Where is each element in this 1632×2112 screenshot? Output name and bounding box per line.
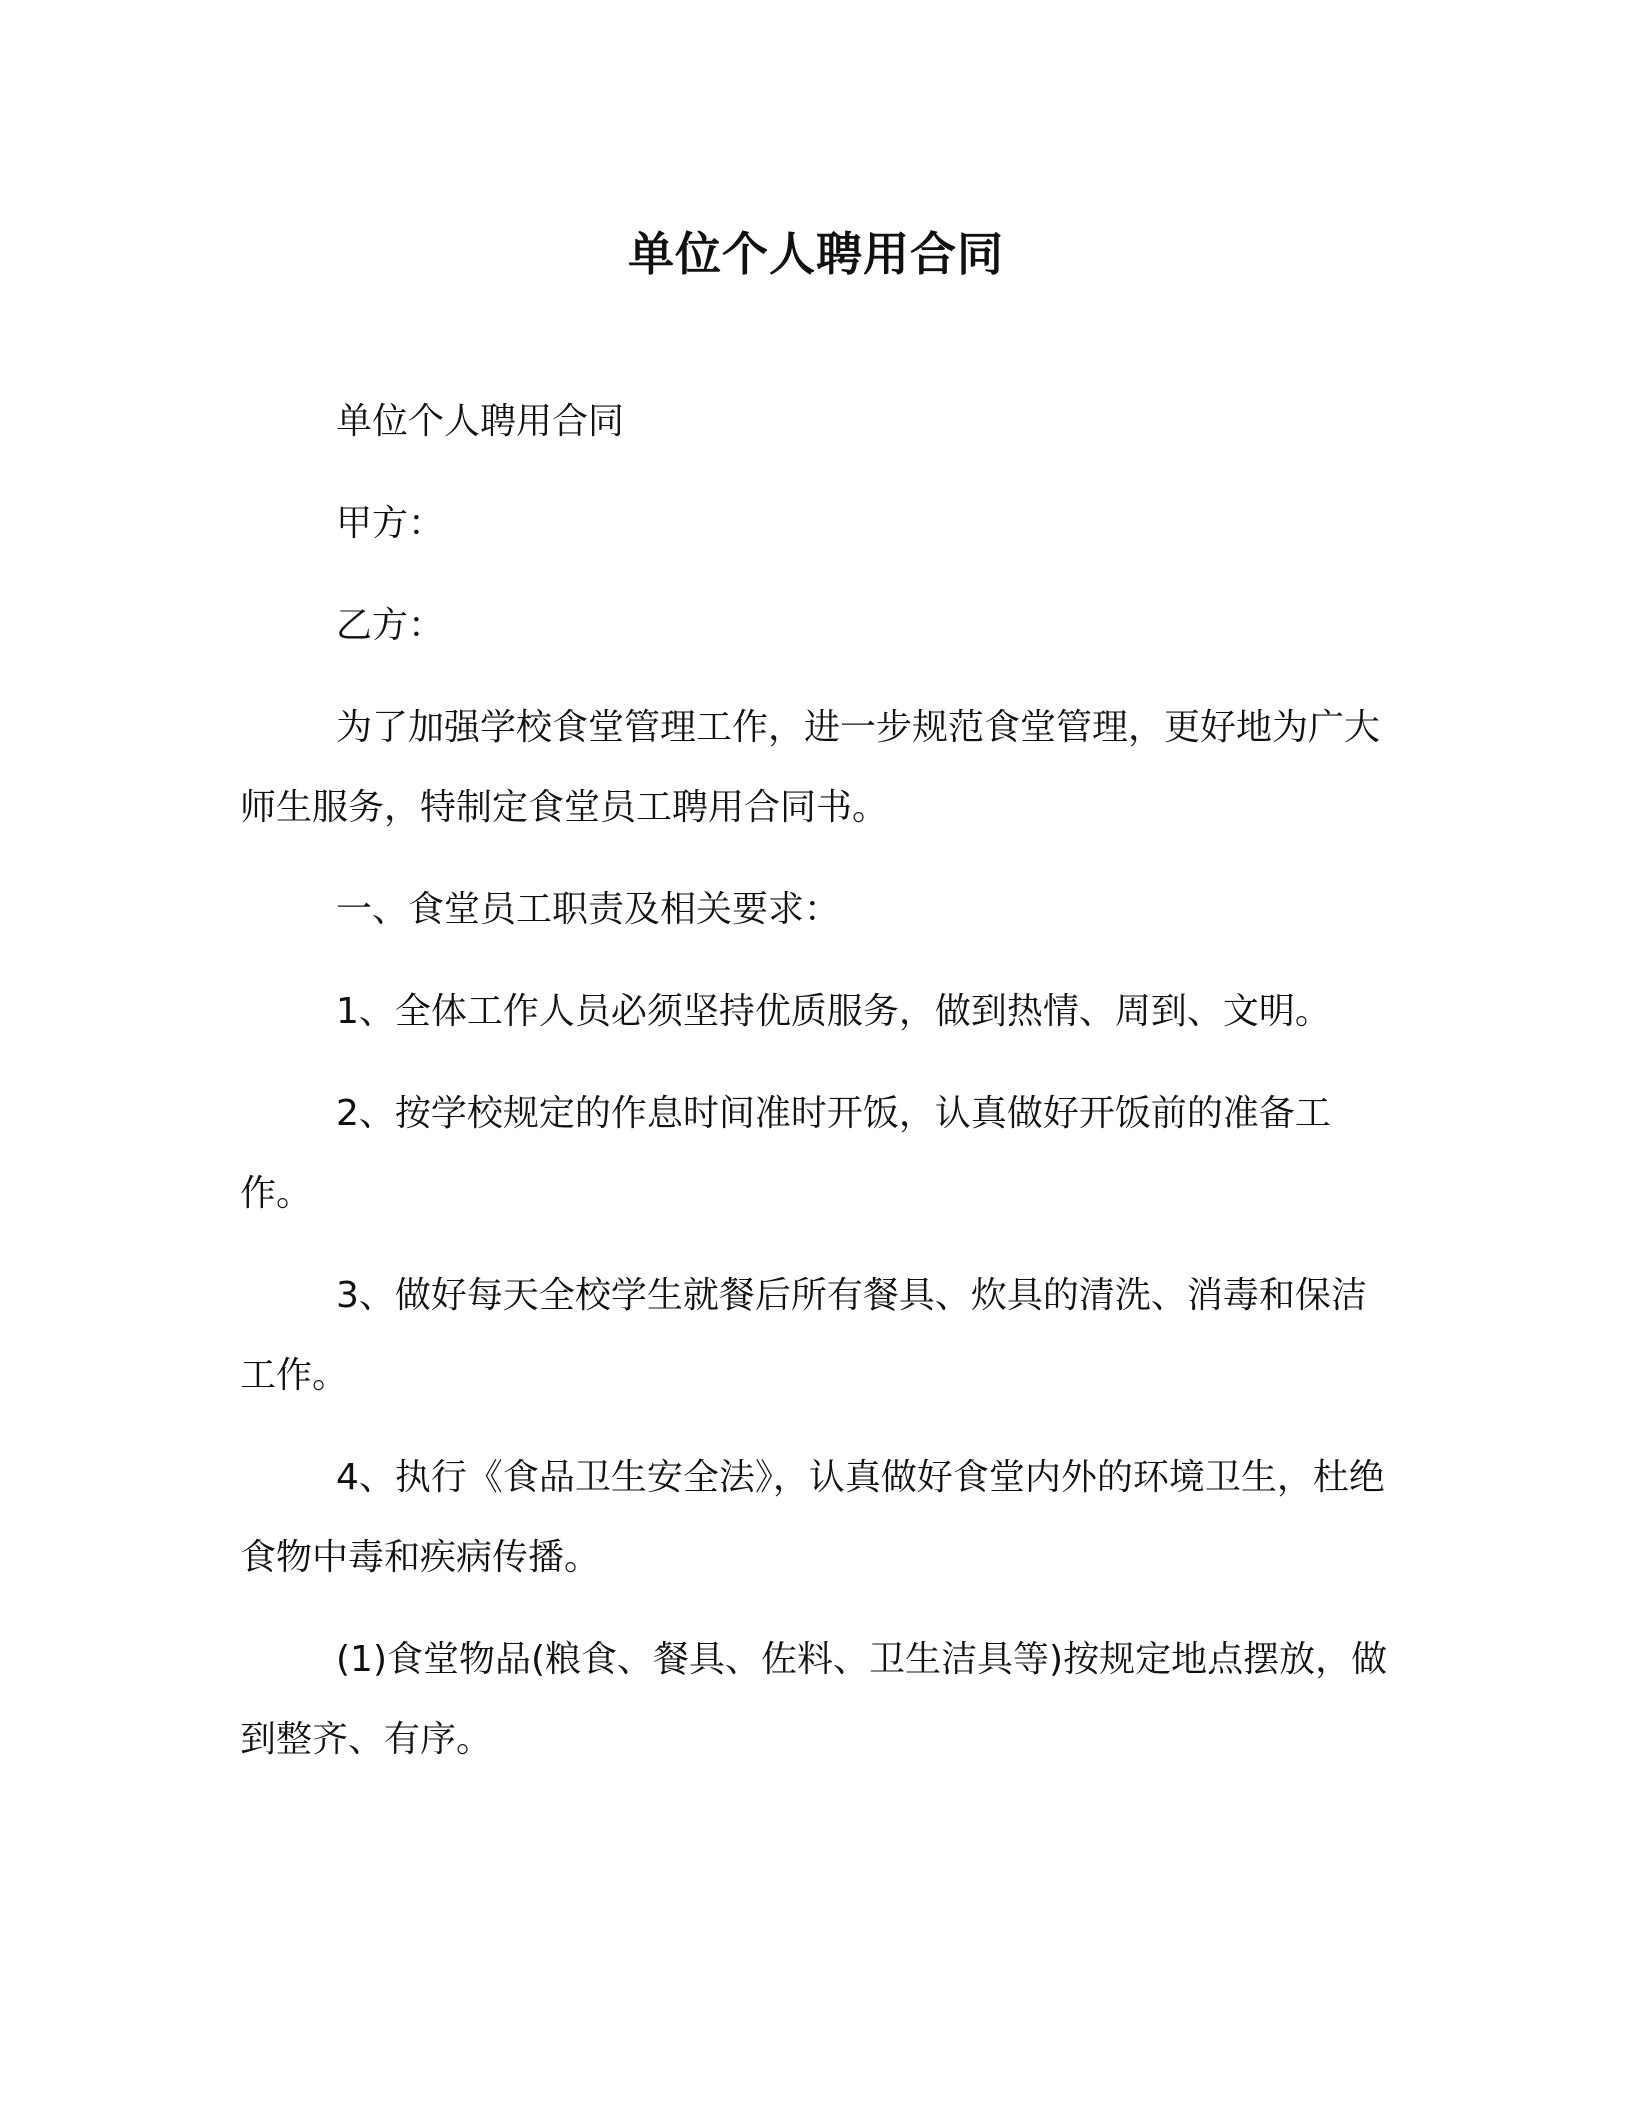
paragraph-item-4: 4、执行《食品卫生安全法》，认真做好食堂内外的环境卫生，杜绝食物中毒和疾病传播。 (240, 1457, 1385, 1578)
paragraph-item-1: 1、全体工作人员必须坚持优质服务，做到热情、周到、文明。 (336, 991, 1331, 1032)
paragraph-item-2: 2、按学校规定的作息时间准时开饭，认真做好开饭前的准备工作。 (240, 1093, 1331, 1214)
paragraph-subitem-1: (1)食堂物品(粮食、餐具、佐料、卫生洁具等)按规定地点摆放，做到整齐、有序。 (240, 1639, 1388, 1760)
paragraph-purpose: 为了加强学校食堂管理工作，进一步规范食堂管理，更好地为广大师生服务，特制定食堂员工聘用合同书。 (240, 707, 1381, 828)
paragraph-section-heading: 一、食堂员工职责及相关要求： (336, 889, 841, 930)
document-body (240, 382, 1392, 1780)
paragraph-party-b: 乙方： (336, 605, 445, 646)
document-title: 单位个人聘用合同 (628, 227, 1004, 281)
paragraph-subtitle: 单位个人聘用合同 (336, 401, 625, 442)
paragraph-party-a: 甲方： (336, 503, 445, 544)
paragraph-item-3: 3、做好每天全校学生就餐后所有餐具、炊具的清洗、消毒和保洁工作。 (240, 1275, 1367, 1396)
